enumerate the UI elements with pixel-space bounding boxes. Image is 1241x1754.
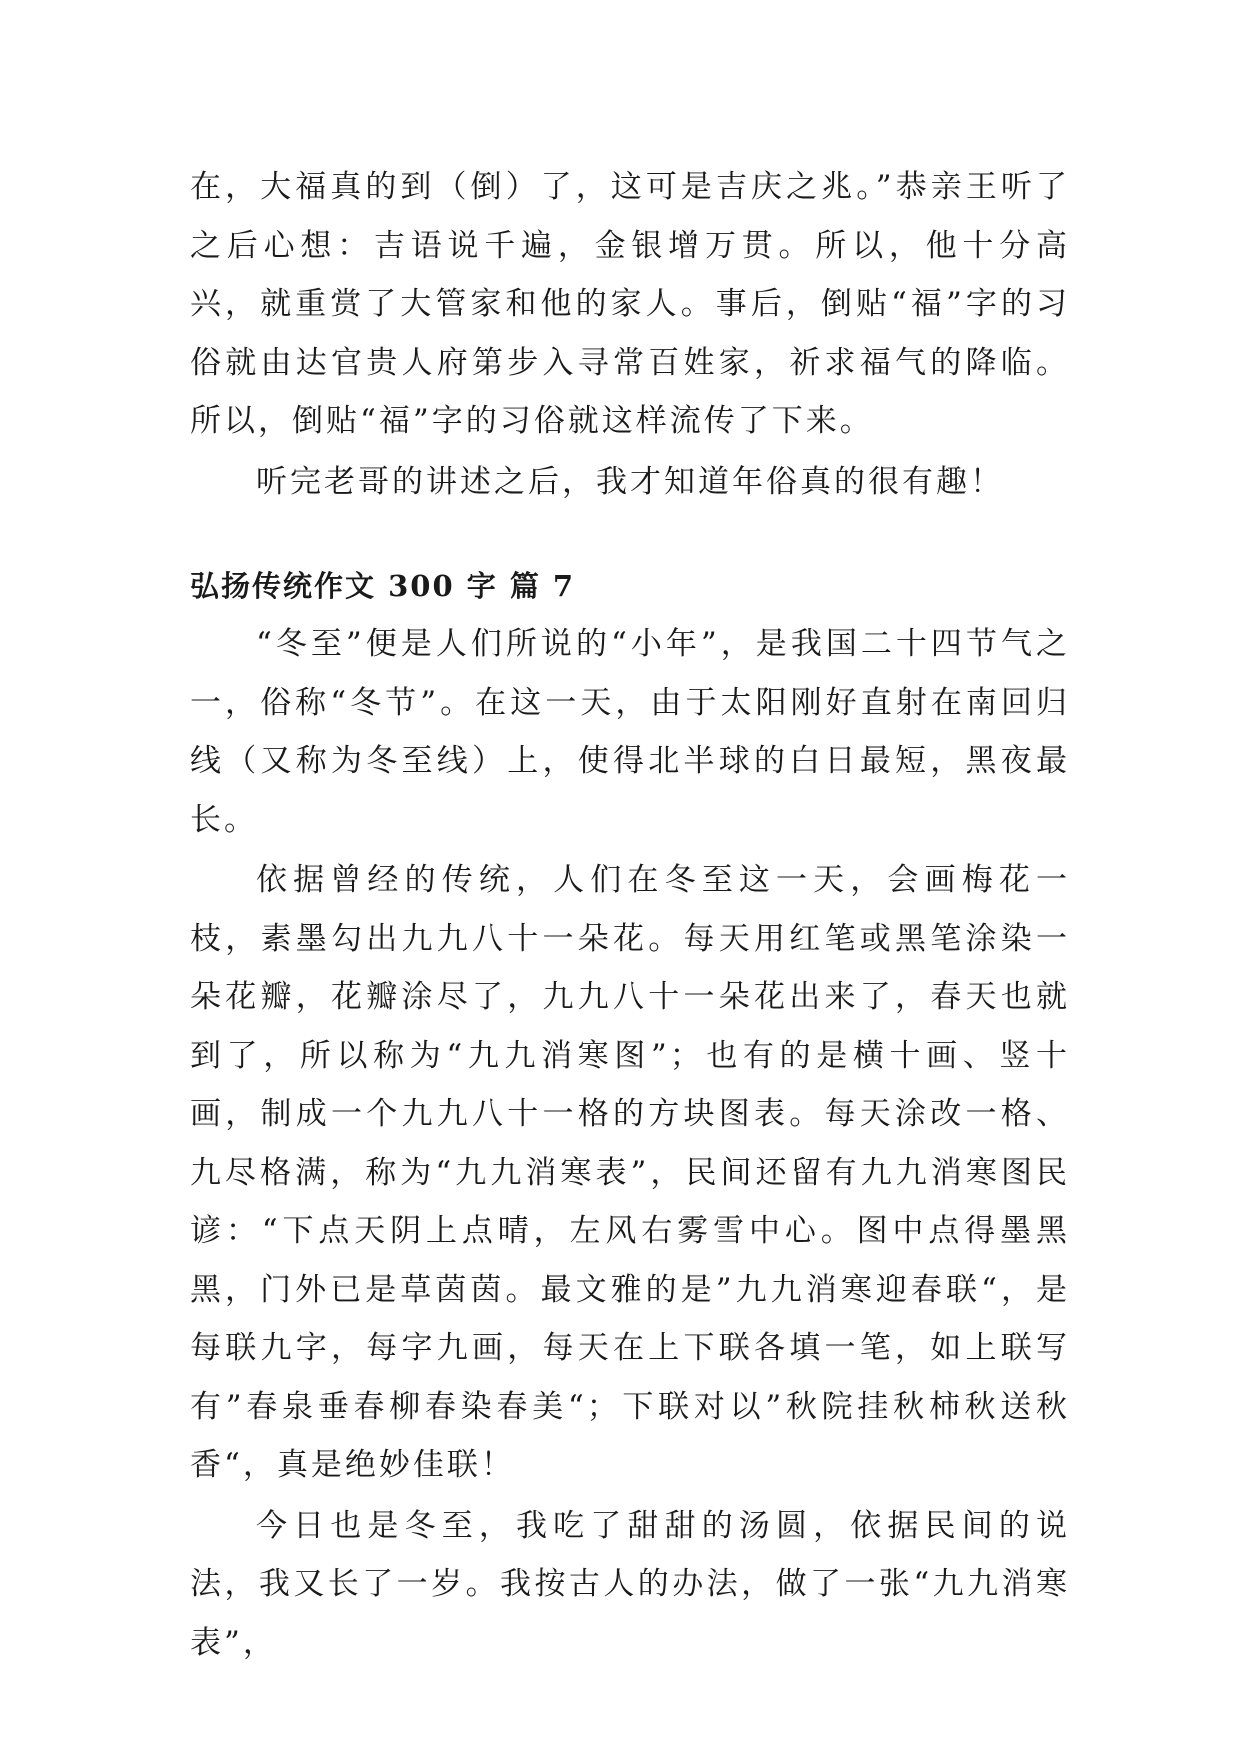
document-body [190, 158, 1070, 1672]
paragraph-winter-solstice-intro: “冬至”便是人们所说的“小年”，是我国二十四节气之一，俗称“冬节”。在这一天，由于太阳刚好直射在南回归线（又称为冬至线）上，使得北半球的白日最短，黑夜最长。 [190, 626, 1070, 838]
paragraph-nine-nines-tradition: 依据曾经的传统，人们在冬至这一天，会画梅花一枝，素墨勾出九九八十一朵花。每天用红笔或黑笔涂染一朵花瓣，花瓣涂尽了，九九八十一朵花出来了，春天也就到了，所以称为“九九消寒图”；也有的是横十画、竖十画，制成一个九九八十一格的方块图表。每天涂改一格、九尽格满，称为“九九消寒表”，民间还留有九九消寒图民谚：“下点天阴上点晴，左风右雾雪中心。图中点得墨黑黑，门外已是草茵茵。最文雅的是”九九消寒迎春联“，是每联九字，每字九画，每天在上下联各填一笔，如上联写有”春泉垂春柳春染春美“；下联对以”秋院挂秋柿秋送秋香“，真是绝妙佳联！ [190, 862, 1070, 1483]
paragraph-listening-conclusion: 听完老哥的讲述之后，我才知道年俗真的很有趣！ [256, 463, 1004, 500]
section-title: 弘扬传统作文 300 字 篇 7 [190, 569, 576, 603]
paragraph-today-solstice: 今日也是冬至，我吃了甜甜的汤圆，依据民间的说法，我又长了一岁。我按古人的办法，做了一张“九九消寒表”， [190, 1507, 1070, 1661]
paragraph-fu-story-ending: 在，大福真的到（倒）了，这可是吉庆之兆。”恭亲王听了之后心想：吉语说千遍，金银增万贯。所以，他十分高兴，就重赏了大管家和他的家人。事后，倒贴“福”字的习俗就由达官贵人府第步入寻常百姓家，祈求福气的降临。所以，倒贴“福”字的习俗就这样流传了下来。 [190, 169, 1070, 439]
